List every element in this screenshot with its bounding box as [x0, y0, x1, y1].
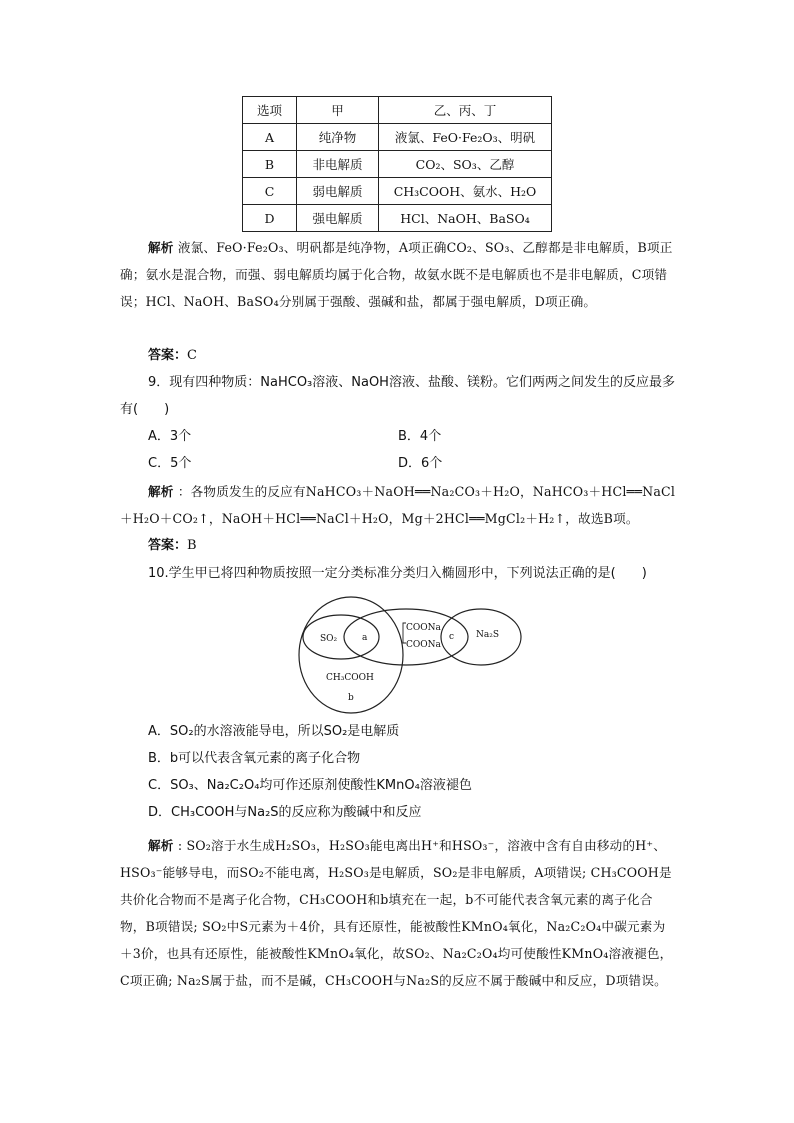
table-row [243, 205, 552, 232]
q10-choice-a: A．SO₂的水溶液能导电，所以SO₂是电解质 [148, 724, 400, 739]
table-cell: HCl、NaOH、BaSO₄ [379, 205, 552, 232]
table-cell: 非电解质 [297, 151, 379, 178]
table-header-row [243, 97, 552, 124]
label-ch3cooh: CH₃COOH [326, 673, 374, 683]
table-cell: 纯净物 [297, 124, 379, 151]
choice-c: C．5个 [148, 456, 192, 471]
label-c: c [449, 632, 455, 642]
table-cell: 液氯、FeO·Fe₂O₃、明矾 [379, 124, 552, 151]
table-cell: D [243, 205, 297, 232]
q9-explanation [120, 478, 676, 532]
table-cell: CO₂、SO₃、乙醇 [379, 151, 552, 178]
table-header-cell: 乙、丙、丁 [379, 97, 552, 124]
table-cell: C [243, 178, 297, 205]
explanation-text: ：各物质发生的反应有NaHCO₃＋NaOH══Na₂CO₃＋H₂O，NaHCO₃＋HCl══NaCl＋H₂O＋CO₂↑，NaOH＋HCl══NaCl＋H₂O，Mg＋2HCl══MgCl₂＋H₂↑，故选B项。 [120, 484, 676, 526]
answer-value: C [187, 348, 197, 363]
explanation-text: : SO₂溶于水生成H₂SO₃，H₂SO₃能电离出H⁺和HSO₃⁻，溶液中含有自由移动的H⁺、HSO₃⁻能够导电，而SO₂不能电离，H₂SO₃是电解质，SO₂是非电解质，A项错误; CH₃COOH是共价化合物而不是离子化合物，CH₃COOH和b填充在一起，b不可能代表含氧元素的离子化合物，B项错误; SO₂中S元素为＋4价，具有还原性，能被酸性KMnO₄氧化，Na₂C₂O₄中碳元素为＋3价，也具有还原性，能被酸性KMnO₄氧化，故SO₂、Na₂C₂O₄均可使酸性KMnO₄溶液褪色，C项正确; Na₂S属于盐，而不是碱，CH₃COOH与Na₂S的反应不属于酸碱中和反应，D项错误。 [120, 838, 673, 988]
choice-a: A．3个 [148, 429, 192, 444]
table-cell: CH₃COOH、氨水、H₂O [379, 178, 552, 205]
answer-label: 答案： [148, 348, 188, 363]
ellipse-a-left [303, 615, 379, 659]
answer-value: B [187, 538, 197, 553]
q10-choice-d: D．CH₃COOH与Na₂S的反应称为酸碱中和反应 [148, 805, 422, 820]
q10-stem: 10.学生甲已将四种物质按照一定分类标准分类归入椭圆形中，下列说法正确的是( ) [148, 566, 647, 581]
q9-choices-row-1 [148, 423, 668, 450]
label-b: b [348, 693, 354, 703]
table-row [243, 178, 552, 205]
q10-choice-b: B．b可以代表含氧元素的离子化合物 [148, 751, 361, 766]
q8-answer [148, 342, 197, 369]
label-so2: SO₂ [320, 634, 338, 644]
choice-d: D．6个 [398, 456, 443, 471]
explanation-label: 解析 [148, 240, 174, 255]
table-cell: 弱电解质 [297, 178, 379, 205]
explanation-label: 解析 [148, 838, 174, 853]
choice-b: B．4个 [398, 429, 442, 444]
label-coona-2: COONa [406, 640, 441, 650]
options-table [242, 96, 552, 232]
q10-explanation [120, 832, 676, 994]
label-na2s: Na₂S [476, 630, 500, 640]
classification-venn-diagram [296, 585, 526, 715]
label-coona-1: COONa [406, 623, 441, 633]
q9-answer [148, 532, 197, 559]
q9-stem: 9．现有四种物质：NaHCO₃溶液、NaOH溶液、盐酸、镁粉。它们两两之间发生的反应最多有( ) [120, 375, 675, 417]
table-cell: B [243, 151, 297, 178]
q8-explanation [120, 234, 676, 315]
table-cell: A [243, 124, 297, 151]
label-a: a [362, 633, 368, 643]
q10-choice-c: C．SO₃、Na₂C₂O₄均可作还原剂使酸性KMnO₄溶液褪色 [148, 778, 472, 793]
table-header-cell: 甲 [297, 97, 379, 124]
q9-choices-row-2 [148, 450, 668, 477]
explanation-label: 解析 [148, 484, 174, 499]
table-row [243, 151, 552, 178]
table-row [243, 124, 552, 151]
answer-label: 答案： [148, 538, 188, 553]
explanation-text: 液氯、FeO·Fe₂O₃、明矾都是纯净物，A项正确CO₂、SO₃、乙醇都是非电解质，B项正确；氨水是混合物，而强、弱电解质均属于化合物，故氨水既不是电解质也不是非电解质，C项错误；HCl、NaOH、BaSO₄分别属于强酸、强碱和盐，都属于强电解质，D项正确。 [120, 240, 673, 309]
table-header-cell: 选项 [243, 97, 297, 124]
table-cell: 强电解质 [297, 205, 379, 232]
